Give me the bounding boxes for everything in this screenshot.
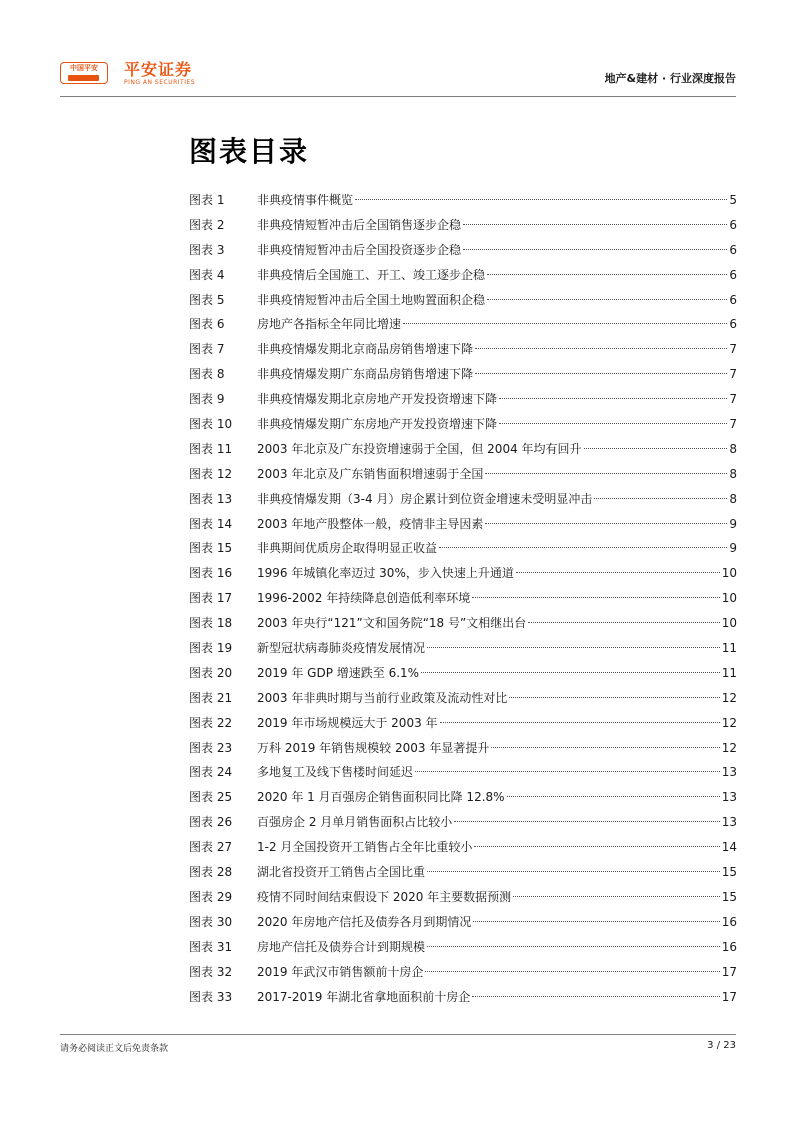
toc-entry[interactable]: [189, 910, 737, 935]
toc-dot-leader: [499, 398, 727, 399]
toc-entry-title: 2019 年 GDP 增速跌至 6.1%: [257, 665, 420, 680]
toc-entry-label: 图表 16: [189, 566, 233, 581]
toc-entry[interactable]: [189, 960, 737, 985]
toc-entry-page: 13: [721, 765, 737, 780]
toc-dot-leader: [499, 423, 727, 424]
toc-dot-leader: [474, 846, 719, 847]
disclaimer-note: 请务必阅读正文后免责条款: [60, 1044, 169, 1054]
toc-entry-page: 11: [721, 665, 737, 680]
toc-entry-label: 图表 3: [189, 242, 225, 257]
toc-entry-page: 7: [729, 417, 737, 432]
toc-entry-label: 图表 2: [189, 217, 225, 232]
toc-entry-label: 图表 9: [189, 392, 225, 407]
toc-dot-leader: [487, 274, 727, 275]
toc-dot-leader: [475, 348, 727, 349]
toc-entry-title: 湖北省投资开工销售占全国比重: [257, 865, 426, 880]
toc-dot-leader: [507, 796, 720, 797]
toc-entry-label: 图表 1: [189, 193, 225, 207]
toc-entry[interactable]: [189, 711, 737, 736]
toc-entry-page: 15: [721, 889, 737, 904]
toc-dot-leader: [473, 921, 719, 922]
toc-dot-leader: [516, 572, 720, 573]
toc-entry[interactable]: [189, 487, 737, 512]
toc-entry-title: 房地产信托及债券合计到期规模: [257, 939, 426, 954]
toc-entry-page: 9: [729, 516, 737, 531]
toc-dot-leader: [528, 622, 720, 623]
toc-entry[interactable]: [189, 437, 737, 462]
toc-entry-title: 非典疫情后全国施工、开工、竣工逐步企稳: [257, 267, 486, 282]
toc-entry[interactable]: [189, 512, 737, 537]
toc-dot-leader: [594, 498, 727, 499]
brand-name-cn: 平安证券: [124, 60, 193, 79]
toc-dot-leader: [427, 871, 720, 872]
toc-entry-title: 万科 2019 年销售规模较 2003 年显著提升: [257, 740, 490, 755]
toc-entry-label: 图表 19: [189, 641, 233, 656]
toc-entry[interactable]: [189, 188, 737, 213]
toc-entry-label: 图表 5: [189, 292, 225, 307]
toc-entry-page: 16: [721, 939, 737, 954]
toc-entry-title: 非典疫情短暂冲击后全国销售逐步企稳: [257, 217, 462, 232]
toc-dot-leader: [491, 747, 719, 748]
toc-entry-page: 10: [721, 616, 737, 631]
page-header: [60, 56, 736, 97]
toc-entry-label: 图表 27: [189, 840, 233, 855]
toc-entry-title: 2020 年房地产信托及债券各月到期情况: [257, 914, 472, 929]
toc-entry[interactable]: [189, 810, 737, 835]
toc-dot-leader: [472, 996, 719, 997]
toc-dot-leader: [439, 547, 727, 548]
toc-entry-title: 2017-2019 年湖北省拿地面积前十房企: [257, 989, 471, 1004]
toc-dot-leader: [425, 971, 719, 972]
toc-entry-title: 2003 年非典时期与当前行业政策及流动性对比: [257, 690, 508, 705]
toc-entry[interactable]: [189, 288, 737, 313]
toc-entry-title: 2003 年北京及广东销售面积增速弱于全国: [257, 466, 484, 481]
toc-entry-page: 12: [721, 715, 737, 730]
page-title: 图表目录: [189, 135, 310, 168]
table-of-figures: [189, 188, 737, 1009]
toc-entry[interactable]: [189, 337, 737, 362]
toc-entry-label: 图表 24: [189, 765, 233, 780]
toc-entry-title: 百强房企 2 月单月销售面积占比较小: [257, 815, 453, 830]
toc-entry-page: 6: [729, 242, 737, 257]
toc-entry-title: 1-2 月全国投资开工销售占全年比重较小: [257, 840, 473, 855]
toc-entry-label: 图表 25: [189, 790, 233, 805]
toc-entry[interactable]: [189, 213, 737, 238]
toc-entry-page: 17: [721, 989, 737, 1004]
toc-entry-page: 5: [729, 193, 737, 207]
toc-entry-page: 8: [729, 441, 737, 456]
toc-entry-title: 非典期间优质房企取得明显正收益: [257, 541, 438, 556]
toc-entry-page: 13: [721, 815, 737, 830]
toc-entry-page: 6: [729, 267, 737, 282]
toc-entry-label: 图表 15: [189, 541, 233, 556]
toc-entry-label: 图表 21: [189, 690, 233, 705]
toc-entry-label: 图表 22: [189, 715, 233, 730]
toc-entry-label: 图表 29: [189, 889, 233, 904]
toc-entry-title: 2020 年 1 月百强房企销售面积同比降 12.8%: [257, 790, 505, 805]
toc-entry[interactable]: [189, 263, 737, 288]
toc-entry[interactable]: [189, 860, 737, 885]
toc-dot-leader: [463, 224, 727, 225]
toc-entry-label: 图表 10: [189, 417, 233, 432]
toc-entry-title: 非典疫情短暂冲击后全国土地购置面积企稳: [257, 292, 486, 307]
toc-entry[interactable]: [189, 636, 737, 661]
brand: [124, 61, 195, 87]
toc-dot-leader: [475, 373, 727, 374]
page-number: 3 / 23: [707, 1040, 736, 1051]
toc-entry-page: 9: [729, 541, 737, 556]
toc-entry-label: 图表 4: [189, 267, 225, 282]
toc-entry-label: 图表 11: [189, 441, 233, 456]
toc-entry[interactable]: [189, 462, 737, 487]
toc-entry-label: 图表 33: [189, 989, 233, 1004]
toc-entry-title: 1996 年城镇化率迈过 30%，步入快速上升通道: [257, 566, 514, 581]
toc-entry-title: 非典疫情短暂冲击后全国投资逐步企稳: [257, 242, 462, 257]
toc-entry[interactable]: [189, 985, 737, 1010]
toc-entry[interactable]: [189, 686, 737, 711]
toc-entry-page: 16: [721, 914, 737, 929]
toc-entry-page: 8: [729, 491, 737, 506]
toc-dot-leader: [485, 473, 727, 474]
toc-entry[interactable]: [189, 536, 737, 561]
toc-entry-page: 10: [721, 591, 737, 606]
toc-entry-page: 11: [721, 641, 737, 656]
toc-entry-title: 2003 年央行“121”文和国务院“18 号”文相继出台: [257, 616, 527, 631]
toc-entry-label: 图表 31: [189, 939, 233, 954]
toc-entry-title: 2003 年北京及广东投资增速弱于全国，但 2004 年均有回升: [257, 441, 582, 456]
toc-entry-page: 14: [721, 840, 737, 855]
logo-bar: [68, 75, 99, 81]
toc-entry-title: 多地复工及线下售楼时间延迟: [257, 765, 414, 780]
toc-entry-title: 新型冠状病毒肺炎疫情发展情况: [257, 641, 426, 656]
toc-entry[interactable]: [189, 611, 737, 636]
toc-dot-leader: [485, 523, 727, 524]
toc-entry[interactable]: [189, 362, 737, 387]
toc-entry-label: 图表 17: [189, 591, 233, 606]
toc-entry-label: 图表 28: [189, 865, 233, 880]
toc-dot-leader: [513, 896, 720, 897]
toc-entry-page: 15: [721, 865, 737, 880]
toc-entry-label: 图表 20: [189, 665, 233, 680]
toc-entry-label: 图表 13: [189, 491, 233, 506]
toc-dot-leader: [415, 771, 720, 772]
toc-entry[interactable]: [189, 835, 737, 860]
toc-entry-label: 图表 14: [189, 516, 233, 531]
toc-dot-leader: [487, 299, 727, 300]
toc-dot-leader: [454, 821, 719, 822]
toc-dot-leader: [463, 249, 727, 250]
toc-entry-label: 图表 30: [189, 914, 233, 929]
toc-entry-title: 非典疫情爆发期北京房地产开发投资增速下降: [257, 392, 498, 407]
toc-entry[interactable]: [189, 661, 737, 686]
toc-dot-leader: [421, 672, 720, 673]
toc-entry-page: 13: [721, 790, 737, 805]
toc-dot-leader: [427, 647, 720, 648]
toc-entry-title: 非典疫情爆发期北京商品房销售增速下降: [257, 342, 474, 357]
toc-entry-title: 1996-2002 年持续降息创造低利率环境: [257, 591, 471, 606]
toc-entry-label: 图表 23: [189, 740, 233, 755]
pingan-logo-icon: [60, 62, 108, 84]
toc-entry-title: 2019 年市场规模远大于 2003 年: [257, 715, 438, 730]
toc-dot-leader: [355, 199, 727, 200]
toc-entry-label: 图表 8: [189, 367, 225, 382]
toc-entry-page: 10: [721, 566, 737, 581]
logo-small-text: 中国平安: [70, 64, 98, 72]
toc-entry-title: 房地产各指标全年同比增速: [257, 317, 402, 332]
toc-entry[interactable]: [189, 885, 737, 910]
toc-entry-label: 图表 7: [189, 342, 225, 357]
toc-entry-label: 图表 12: [189, 466, 233, 481]
toc-dot-leader: [403, 323, 727, 324]
toc-entry-page: 6: [729, 317, 737, 332]
toc-entry[interactable]: [189, 387, 737, 412]
toc-entry-label: 图表 6: [189, 317, 225, 332]
toc-entry[interactable]: [189, 312, 737, 337]
toc-entry-page: 7: [729, 342, 737, 357]
toc-entry[interactable]: [189, 238, 737, 263]
toc-entry-title: 2019 年武汉市销售额前十房企: [257, 964, 424, 979]
toc-entry-page: 12: [721, 690, 737, 705]
toc-entry[interactable]: [189, 736, 737, 761]
toc-entry-title: 非典疫情爆发期广东房地产开发投资增速下降: [257, 417, 498, 432]
toc-entry-label: 图表 26: [189, 815, 233, 830]
toc-entry-page: 6: [729, 217, 737, 232]
toc-dot-leader: [584, 448, 728, 449]
report-section: 地产&建材 · 行业深度报告: [604, 72, 736, 85]
toc-entry[interactable]: [189, 785, 737, 810]
toc-entry[interactable]: [189, 586, 737, 611]
toc-dot-leader: [440, 722, 720, 723]
brand-name-en: PING AN SECURITIES: [124, 79, 196, 86]
toc-dot-leader: [509, 697, 719, 698]
toc-entry-label: 图表 32: [189, 964, 233, 979]
toc-entry-page: 7: [729, 392, 737, 407]
page-footer: [60, 1034, 736, 1059]
toc-entry-page: 12: [721, 740, 737, 755]
toc-entry[interactable]: [189, 935, 737, 960]
toc-dot-leader: [427, 946, 720, 947]
toc-entry-title: 非典疫情爆发期（3-4 月）房企累计到位资金增速未受明显冲击: [257, 491, 593, 506]
toc-entry-page: 17: [721, 964, 737, 979]
toc-entry-title: 疫情不同时间结束假设下 2020 年主要数据预测: [257, 889, 512, 904]
toc-entry-title: 非典疫情爆发期广东商品房销售增速下降: [257, 367, 474, 382]
toc-entry-title: 2003 年地产股整体一般，疫情非主导因素: [257, 516, 484, 531]
toc-entry-page: 7: [729, 367, 737, 382]
toc-entry[interactable]: [189, 412, 737, 437]
toc-entry[interactable]: [189, 760, 737, 785]
toc-entry-page: 8: [729, 466, 737, 481]
toc-entry-title: 非典疫情事件概览: [257, 193, 354, 207]
toc-dot-leader: [472, 597, 719, 598]
toc-entry-page: 6: [729, 292, 737, 307]
toc-entry-label: 图表 18: [189, 616, 233, 631]
toc-entry[interactable]: [189, 561, 737, 586]
